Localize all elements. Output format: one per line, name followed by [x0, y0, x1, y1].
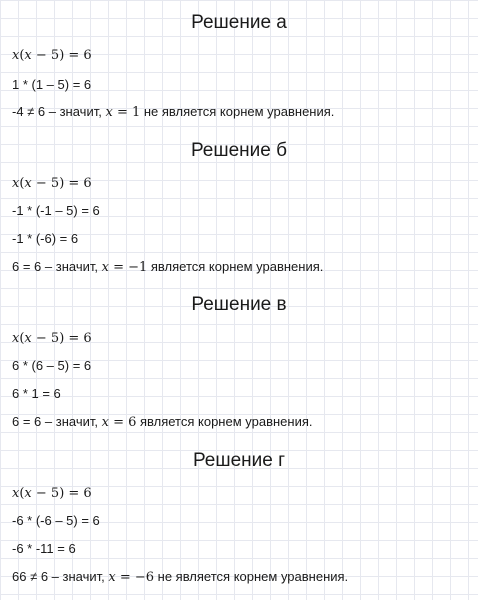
conclusion-math: x = 6: [101, 415, 137, 430]
solution-b-step-2: -1 * (-6) = 6: [12, 231, 79, 246]
solution-b-equation: x(x − 5) = 6: [12, 176, 92, 191]
conclusion-math: x = −1: [101, 260, 148, 275]
conclusion-suffix: является корнем уравнения.: [136, 414, 313, 429]
conclusion-suffix: не является корнем уравнения.: [154, 569, 349, 584]
solution-g-step-2: -6 * -11 = 6: [12, 541, 76, 556]
conclusion-math: x = −6: [108, 570, 155, 585]
conclusion-math: x = 1: [105, 105, 141, 120]
solution-a-title: Решение а: [191, 12, 287, 33]
solution-b-conclusion: [12, 259, 323, 276]
solution-a-equation: x(x − 5) = 6: [12, 48, 92, 63]
solution-g-step-1: -6 * (-6 – 5) = 6: [12, 513, 100, 528]
solution-a: [0, 12, 478, 34]
conclusion-prefix: -4 ≠ 6 – значит,: [12, 104, 106, 119]
conclusion-prefix: 6 = 6 – значит,: [12, 414, 102, 429]
solution-g-title: Решение г: [192, 450, 286, 471]
solution-g-conclusion: [12, 569, 348, 586]
conclusion-prefix: 6 = 6 – значит,: [12, 259, 102, 274]
solution-a-step-1: 1 * (1 – 5) = 6: [12, 77, 92, 92]
conclusion-suffix: не является корнем уравнения.: [140, 104, 335, 119]
solution-b-step-1: -1 * (-1 – 5) = 6: [12, 203, 100, 218]
solution-g-equation: x(x − 5) = 6: [12, 486, 92, 501]
solution-b: [0, 140, 478, 162]
solution-v-equation: x(x − 5) = 6: [12, 331, 92, 346]
solution-v-conclusion: [12, 414, 313, 431]
conclusion-suffix: является корнем уравнения.: [147, 259, 324, 274]
solution-v: [0, 294, 478, 316]
solution-v-step-1: 6 * (6 – 5) = 6: [12, 358, 92, 373]
solution-g: [0, 450, 478, 472]
solution-b-title: Решение б: [190, 140, 288, 161]
solution-v-step-2: 6 * 1 = 6: [12, 386, 61, 401]
conclusion-prefix: 66 ≠ 6 – значит,: [12, 569, 109, 584]
solution-v-title: Решение в: [191, 294, 287, 315]
solution-a-conclusion: [12, 104, 334, 121]
